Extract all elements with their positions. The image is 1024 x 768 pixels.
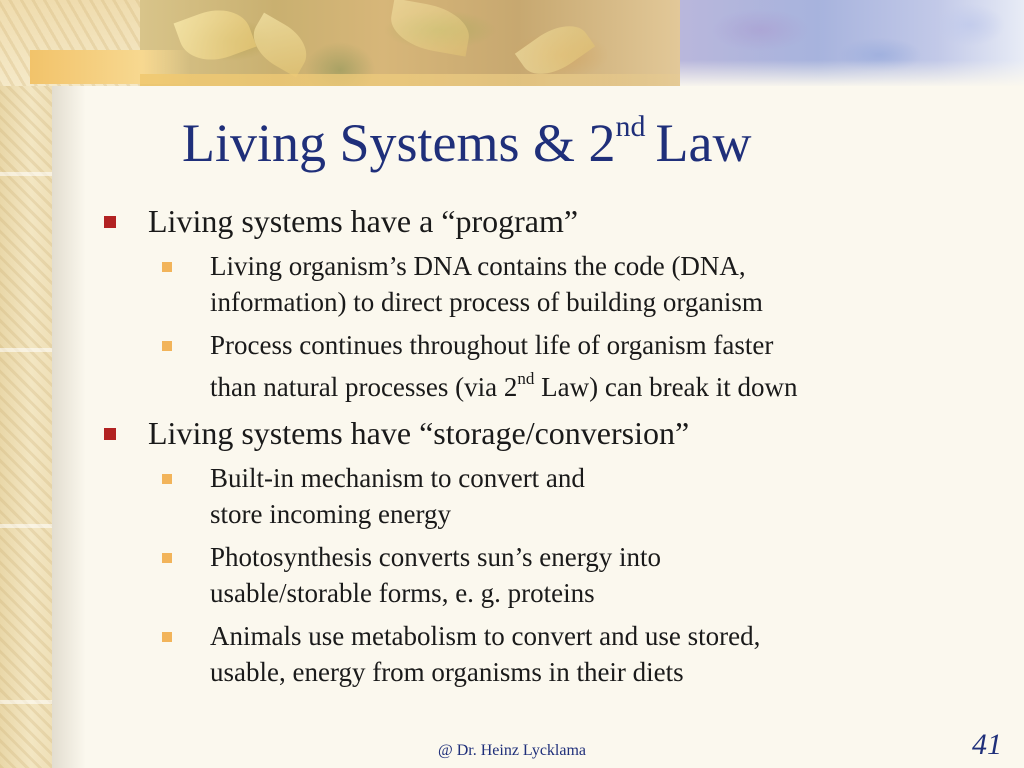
bullet-level1 [96,412,996,454]
bullet-line-pre: than natural processes (via 2 [210,372,518,402]
square-bullet-icon [162,553,172,563]
bullet-level2 [96,539,996,611]
banner-gold-band [140,74,740,86]
title-main: Living Systems & 2 [182,113,616,173]
title-end: Law [655,113,752,173]
title-superscript: nd [615,110,646,143]
bullet-line: usable/storable forms, e. g. proteins [210,578,595,608]
bullet-line: Living organism’s DNA contains the code (DNA, [210,251,746,281]
bullet-text: Living systems have “storage/conversion” [148,415,690,451]
bullet-level2 [96,460,996,532]
banner-fade [680,60,1024,86]
bullet-line: Built-in mechanism to convert and [210,463,585,493]
bullet-line: usable, energy from organisms in their diets [210,657,684,687]
leaf-shape [244,13,316,78]
slide-title [182,98,962,178]
square-bullet-icon [162,474,172,484]
square-bullet-icon [162,262,172,272]
bullet-line: Process continues throughout life of organism faster [210,330,774,360]
bullet-line: store incoming energy [210,499,451,529]
bullet-line: information) to direct process of building organism [210,287,763,317]
top-decorative-banner [0,0,1024,86]
bullet-line: Photosynthesis converts sun’s energy into [210,542,661,572]
bullet-text: Living systems have a “program” [148,203,579,239]
square-bullet-icon [162,341,172,351]
slide-content [96,200,996,697]
left-strip-shadow [52,0,86,768]
left-parchment-strip [0,0,52,768]
square-bullet-icon [104,216,116,228]
bullet-level2 [96,327,996,405]
bullet-line [210,363,996,405]
bullet-line: Animals use metabolism to convert and use stored, [210,621,761,651]
bullet-superscript: nd [517,369,535,388]
square-bullet-icon [162,632,172,642]
bullet-level2 [96,618,996,690]
bullet-line-post: Law) can break it down [534,372,798,402]
square-bullet-icon [104,428,116,440]
leaf-shape [387,0,474,57]
page-number: 41 [972,728,1002,761]
bullet-level2 [96,248,996,320]
slide-footer: @ Dr. Heinz Lycklama [437,742,587,759]
bullet-level1 [96,200,996,242]
